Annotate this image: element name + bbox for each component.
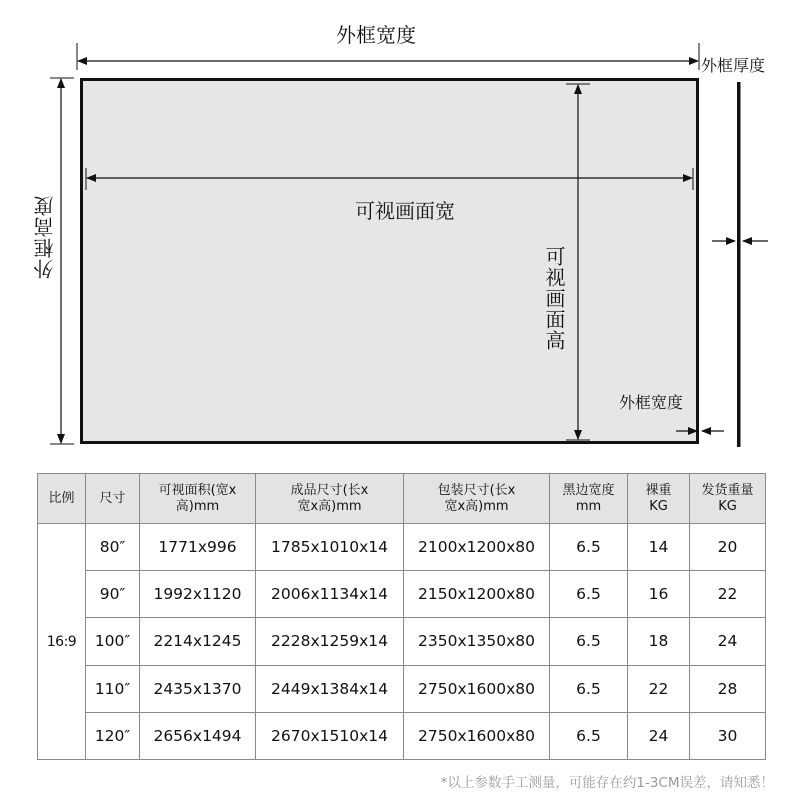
ship-weight-cell: 20 [690,524,766,571]
border-cell: 6.5 [550,712,628,759]
visible-width-label: 可视画面宽 [355,199,455,223]
table-row [38,524,766,571]
visible-cell: 2656x1494 [140,712,256,759]
visible-cell: 1992x1120 [140,571,256,618]
screen-frame [82,80,698,443]
package-cell: 2750x1600x80 [404,665,550,712]
ship-weight-cell: 30 [690,712,766,759]
table-row [38,571,766,618]
header-ratio: 比例 [38,474,86,524]
package-cell: 2150x1200x80 [404,571,550,618]
outer-height-label: 外框高度 [33,195,57,279]
net-weight-cell: 18 [628,618,690,665]
visible-height-label: 可视画面高 [542,246,566,351]
product-cell: 2449x1384x14 [256,665,404,712]
visible-cell: 2214x1245 [140,618,256,665]
border-cell: 6.5 [550,618,628,665]
header-border-width: 黑边宽度 mm [550,474,628,524]
footnote: *以上参数手工测量，可能存在约1-3CM误差，请知悉！ [440,775,774,791]
size-cell: 110″ [86,665,140,712]
ship-weight-cell: 22 [690,571,766,618]
outer-width-label: 外框宽度 [336,23,416,47]
package-cell: 2750x1600x80 [404,712,550,759]
specs-table [37,473,766,760]
net-weight-cell: 14 [628,524,690,571]
table-row [38,618,766,665]
header-size: 尺寸 [86,474,140,524]
table-row [38,712,766,759]
ratio-cell: 16:9 [38,524,86,760]
net-weight-cell: 24 [628,712,690,759]
outer-thickness-label: 外框厚度 [701,56,766,75]
frame-side-profile [737,82,741,447]
package-cell: 2350x1350x80 [404,618,550,665]
size-cell: 120″ [86,712,140,759]
product-cell: 2228x1259x14 [256,618,404,665]
ship-weight-cell: 28 [690,665,766,712]
table-row [38,665,766,712]
ship-weight-cell: 24 [690,618,766,665]
header-ship-weight: 发货重量 KG [690,474,766,524]
header-visible-area: 可视面积(宽x 高)mm [140,474,256,524]
header-net-weight: 裸重 KG [628,474,690,524]
header-product-size: 成品尺寸(长x 宽x高)mm [256,474,404,524]
size-cell: 80″ [86,524,140,571]
frame-border-label: 外框宽度 [619,393,684,412]
header-package-size: 包装尺寸(长x 宽x高)mm [404,474,550,524]
border-cell: 6.5 [550,571,628,618]
border-cell: 6.5 [550,524,628,571]
package-cell: 2100x1200x80 [404,524,550,571]
table-header-row [38,474,766,524]
visible-cell: 2435x1370 [140,665,256,712]
visible-cell: 1771x996 [140,524,256,571]
net-weight-cell: 16 [628,571,690,618]
size-cell: 100″ [86,618,140,665]
product-cell: 2006x1134x14 [256,571,404,618]
border-cell: 6.5 [550,665,628,712]
product-cell: 2670x1510x14 [256,712,404,759]
product-cell: 1785x1010x14 [256,524,404,571]
net-weight-cell: 22 [628,665,690,712]
size-cell: 90″ [86,571,140,618]
